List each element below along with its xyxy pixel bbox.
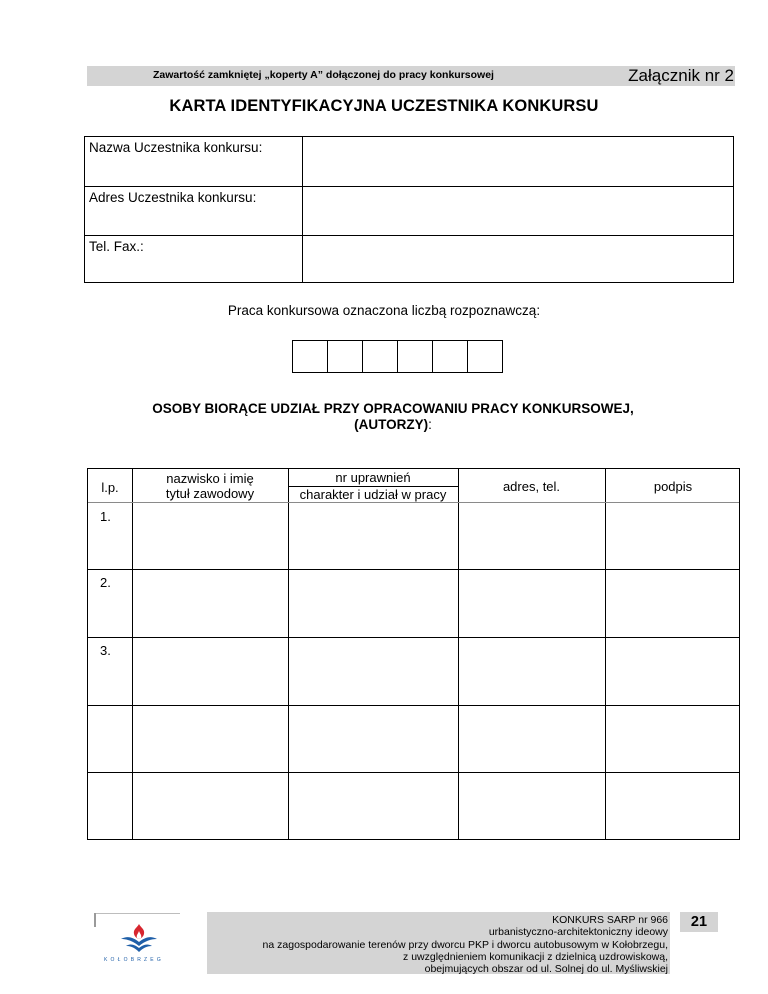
participant-phone-field[interactable] (302, 236, 733, 282)
code-digit-box[interactable] (292, 340, 328, 373)
footer-line: na zagospodarowanie terenów przy dworcu PKP i dworcu autobusowym w Kołobrzegu, (262, 938, 668, 951)
logo-frame-line (94, 913, 180, 914)
annex-label: Załącznik nr 2 (628, 66, 734, 85)
identification-code-boxes (292, 340, 503, 373)
row-number: 2. (100, 575, 111, 590)
footer-line: KONKURS SARP nr 966 (552, 914, 668, 926)
envelope-note: Zawartość zamkniętej „koperty A” dołączonej do pracy konkursowej (153, 69, 494, 81)
logo-frame-line (94, 913, 96, 927)
code-digit-box[interactable] (397, 340, 433, 373)
participant-address-label: Adres Uczestnika konkursu: (89, 190, 257, 205)
footer-line: urbanistyczno-architektoniczny ideowy (488, 926, 668, 939)
header-role: charakter i udział w pracy (299, 487, 447, 502)
participant-address-row (85, 186, 733, 235)
participant-phone-row (85, 235, 733, 282)
header-signature: podpis (653, 479, 693, 494)
header-license: nr uprawnień (335, 470, 411, 485)
header-divider (88, 502, 739, 503)
row-number: 3. (100, 643, 111, 658)
column-divider (132, 469, 133, 839)
participant-name-label: Nazwa Uczestnika konkursu: (89, 140, 263, 155)
code-digit-box[interactable] (432, 340, 468, 373)
competition-footer (263, 914, 668, 975)
code-digit-box[interactable] (327, 340, 363, 373)
row-divider (88, 637, 739, 638)
identification-code-label: Praca konkursowa oznaczona liczbą rozpoznawczą: (227, 303, 541, 318)
column-divider (458, 469, 459, 839)
header-name-line2: tytuł zawodowy (165, 486, 255, 501)
authors-section-line1: OSOBY BIORĄCE UDZIAŁ PRZY OPRACOWANIU PRACY KONKURSOWEJ, (152, 401, 634, 416)
page-title: KARTA IDENTYFIKACYJNA UCZESTNIKA KONKURSU (169, 97, 599, 115)
row-number: 1. (100, 509, 111, 524)
footer-line: z uwzględnieniem komunikacji z dzielnicą uzdrowiskową, (403, 950, 668, 963)
page-number: 21 (680, 912, 718, 932)
code-digit-box[interactable] (467, 340, 503, 373)
authors-section-line2 (0, 417, 768, 433)
logo-caption: KOŁOBRZEG (104, 957, 164, 963)
participant-address-field[interactable] (302, 187, 733, 235)
header-lp: l.p. (101, 480, 119, 495)
header-name (132, 471, 288, 501)
kolobrzeg-logo-icon (118, 922, 160, 956)
authors-colon: : (428, 417, 432, 432)
column-divider (605, 469, 606, 839)
footer-line: obejmujących obszar od ul. Solnej do ul. Myśliwskiej (424, 963, 668, 976)
row-divider (88, 569, 739, 570)
header-name-line1: nazwisko i imię (166, 471, 254, 486)
participant-name-row (85, 137, 733, 186)
column-divider (288, 469, 289, 839)
authors-section-title (0, 401, 768, 433)
authors-table (87, 468, 740, 840)
authors-label: (AUTORZY) (354, 417, 429, 432)
row-divider (88, 772, 739, 773)
row-divider (88, 705, 739, 706)
participant-name-field[interactable] (302, 137, 733, 186)
participant-phone-label: Tel. Fax.: (89, 239, 144, 254)
participant-id-table (84, 136, 734, 283)
code-digit-box[interactable] (362, 340, 398, 373)
header-address: adres, tel. (502, 479, 561, 494)
